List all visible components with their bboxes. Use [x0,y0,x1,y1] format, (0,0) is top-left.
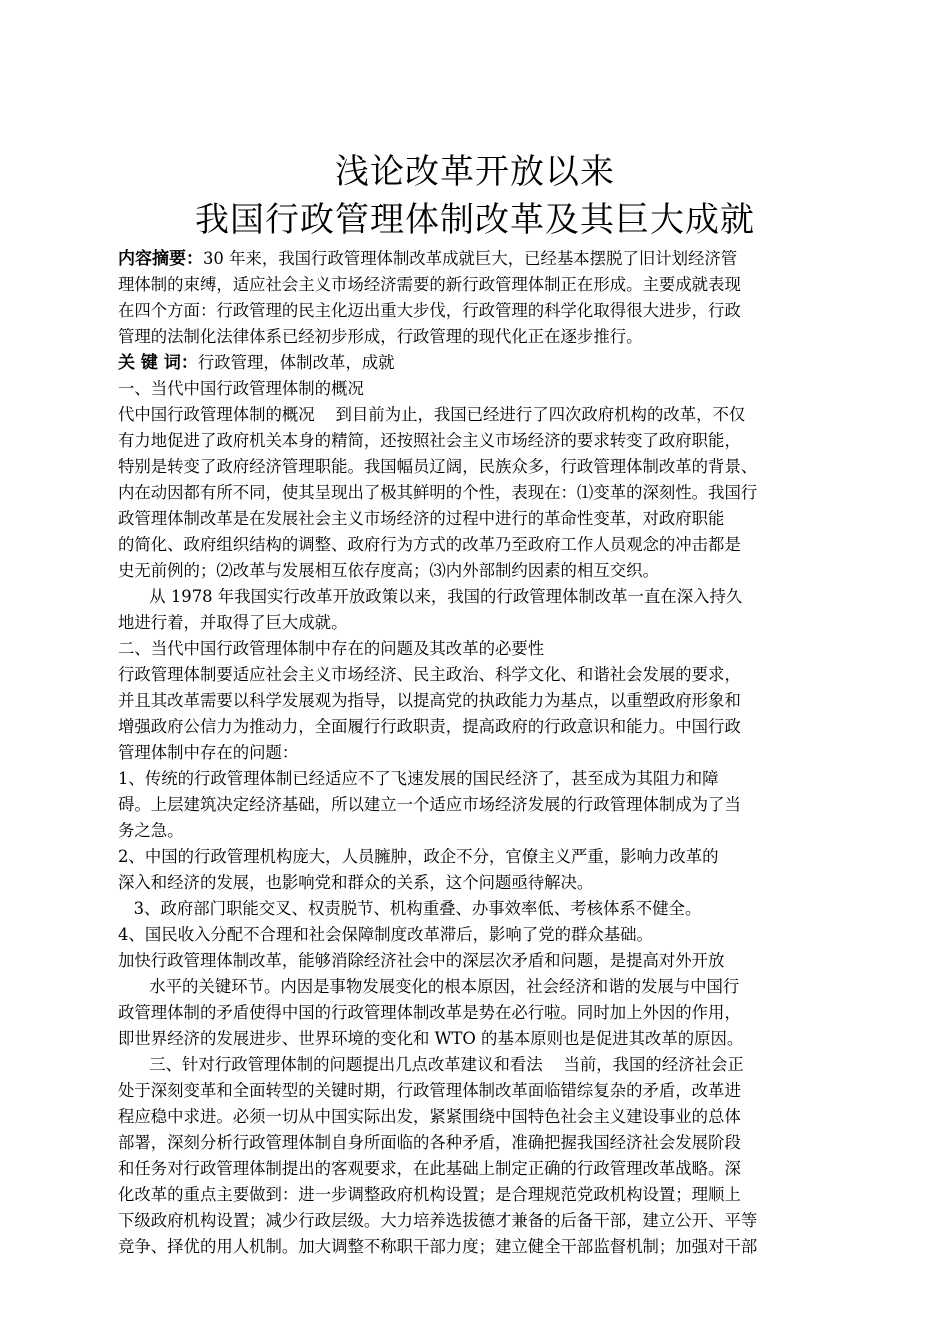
abstract-line: 在四个方面：行政管理的民主化迈出重大步伐，行政管理的科学化取得很大进步，行政 [118,301,741,320]
body-line: 水平的关键环节。内因是事物发展变化的根本原因，社会经济和谐的发展与中国行 [118,977,740,996]
body-line: 碍。上层建筑决定经济基础，所以建立一个适应市场经济发展的行政管理体制成为了当 [118,795,741,814]
body-line: 务之急。 [118,821,184,840]
body-line: 2、中国的行政管理机构庞大，人员臃肿，政企不分，官僚主义严重，影响力改革的 [118,847,719,866]
body-line: 深入和经济的发展，也影响党和群众的关系，这个问题亟待解决。 [118,873,594,892]
keywords-label: 关 键 词： [118,353,198,373]
body-line: 并且其改革需要以科学发展观为指导，以提高党的执政能力为基点，以重塑政府形象和 [118,691,741,710]
body-line: 加快行政管理体制改革，能够消除经济社会中的深层次矛盾和问题，是提高对外开放 [118,951,725,970]
body-line: 三、针对行政管理体制的问题提出几点改革建议和看法 当前，我国的经济社会正 [118,1055,744,1074]
abstract-label: 内容摘要： [118,249,203,269]
body-line: 处于深刻变革和全面转型的关键时期，行政管理体制改革面临错综复杂的矛盾，改革进 [118,1081,741,1100]
section-heading: 一、当代中国行政管理体制的概况 [118,379,364,398]
body-line: 部署，深刻分析行政管理体制自身所面临的各种矛盾，准确把握我国经济社会发展阶段 [118,1133,741,1152]
body-line: 内在动因都有所不同，使其呈现出了极其鲜明的个性，表现在：⑴变革的深刻性。我国行 [118,483,758,502]
abstract-line: 理体制的束缚，适应社会主义市场经济需要的新行政管理体制正在形成。主要成就表现 [118,275,741,294]
title-line-1: 浅论改革开放以来 [335,152,615,192]
body-line: 1、传统的行政管理体制已经适应不了飞速发展的国民经济了，甚至成为其阻力和障 [118,769,719,788]
body-line: 化改革的重点主要做到：进一步调整政府机构设置；是合理规范党政机构设置；理顺上 [118,1185,741,1204]
body-line: 即世界经济的发展进步、世界环境的变化和 WTO 的基本原则也是促进其改革的原因。 [118,1029,744,1048]
body-line: 竞争、择优的用人机制。加大调整不称职干部力度；建立健全干部监督机制；加强对干部 [118,1237,758,1256]
body-line: 从 1978 年我国实行改革开放政策以来，我国的行政管理体制改革一直在深入持久 [118,587,743,606]
body-line: 3、政府部门职能交叉、权责脱节、机构重叠、办事效率低、考核体系不健全。 [118,899,702,918]
body-line: 下级政府机构设置；减少行政层级。大力培养选拔德才兼备的后备干部，建立公开、平等 [118,1211,758,1230]
body-line: 特别是转变了政府经济管理职能。我国幅员辽阔，民族众多，行政管理体制改革的背景、 [118,457,758,476]
body-line: 政管理体制的矛盾使得中国的行政管理体制改革是势在必行啦。同时加上外因的作用， [118,1003,741,1022]
abstract-line: 管理的法制化法律体系已经初步形成，行政管理的现代化正在逐步推行。 [118,327,643,346]
title-line-2: 我国行政管理体制改革及其巨大成就 [195,200,755,240]
body-line: 增强政府公信力为推动力，全面履行行政职责，提高政府的行政意识和能力。中国行政 [118,717,741,736]
body-line: 地进行着，并取得了巨大成就。 [118,613,348,632]
body-line: 和任务对行政管理体制提出的客观要求，在此基础上制定正确的行政管理改革战略。深 [118,1159,741,1178]
body-line: 4、国民收入分配不合理和社会保障制度改革滞后，影响了党的群众基础。 [118,925,653,944]
body-line: 政管理体制改革是在发展社会主义市场经济的过程中进行的革命性变革，对政府职能 [118,509,725,528]
keywords-text: 行政管理，体制改革，成就 [197,353,395,372]
section-heading: 二、当代中国行政管理体制中存在的问题及其改革的必要性 [118,639,545,658]
body-line: 代中国行政管理体制的概况 到目前为止，我国已经进行了四次政府机构的改革，不仅 [118,405,746,424]
body-line: 管理体制中存在的问题： [118,743,299,762]
body-line: 行政管理体制要适应社会主义市场经济、民主政治、科学文化、和谐社会发展的要求， [118,665,741,684]
body-line: 的简化、政府组织结构的调整、政府行为方式的改革乃至政府工作人员观念的冲击都是 [118,535,741,554]
abstract-text: 30 年来，我国行政管理体制改革成就巨大，已经基本摆脱了旧计划经济管 [203,249,738,268]
keywords-line [118,350,838,376]
body-line: 程应稳中求进。必须一切从中国实际出发，紧紧围绕中国特色社会主义建设事业的总体 [118,1107,741,1126]
body-line: 有力地促进了政府机关本身的精简，还按照社会主义市场经济的要求转变了政府职能， [118,431,741,450]
abstract-line [118,246,838,272]
body-line: 史无前例的；⑵改革与发展相互依存度高；⑶内外部制约因素的相互交织。 [118,561,659,580]
